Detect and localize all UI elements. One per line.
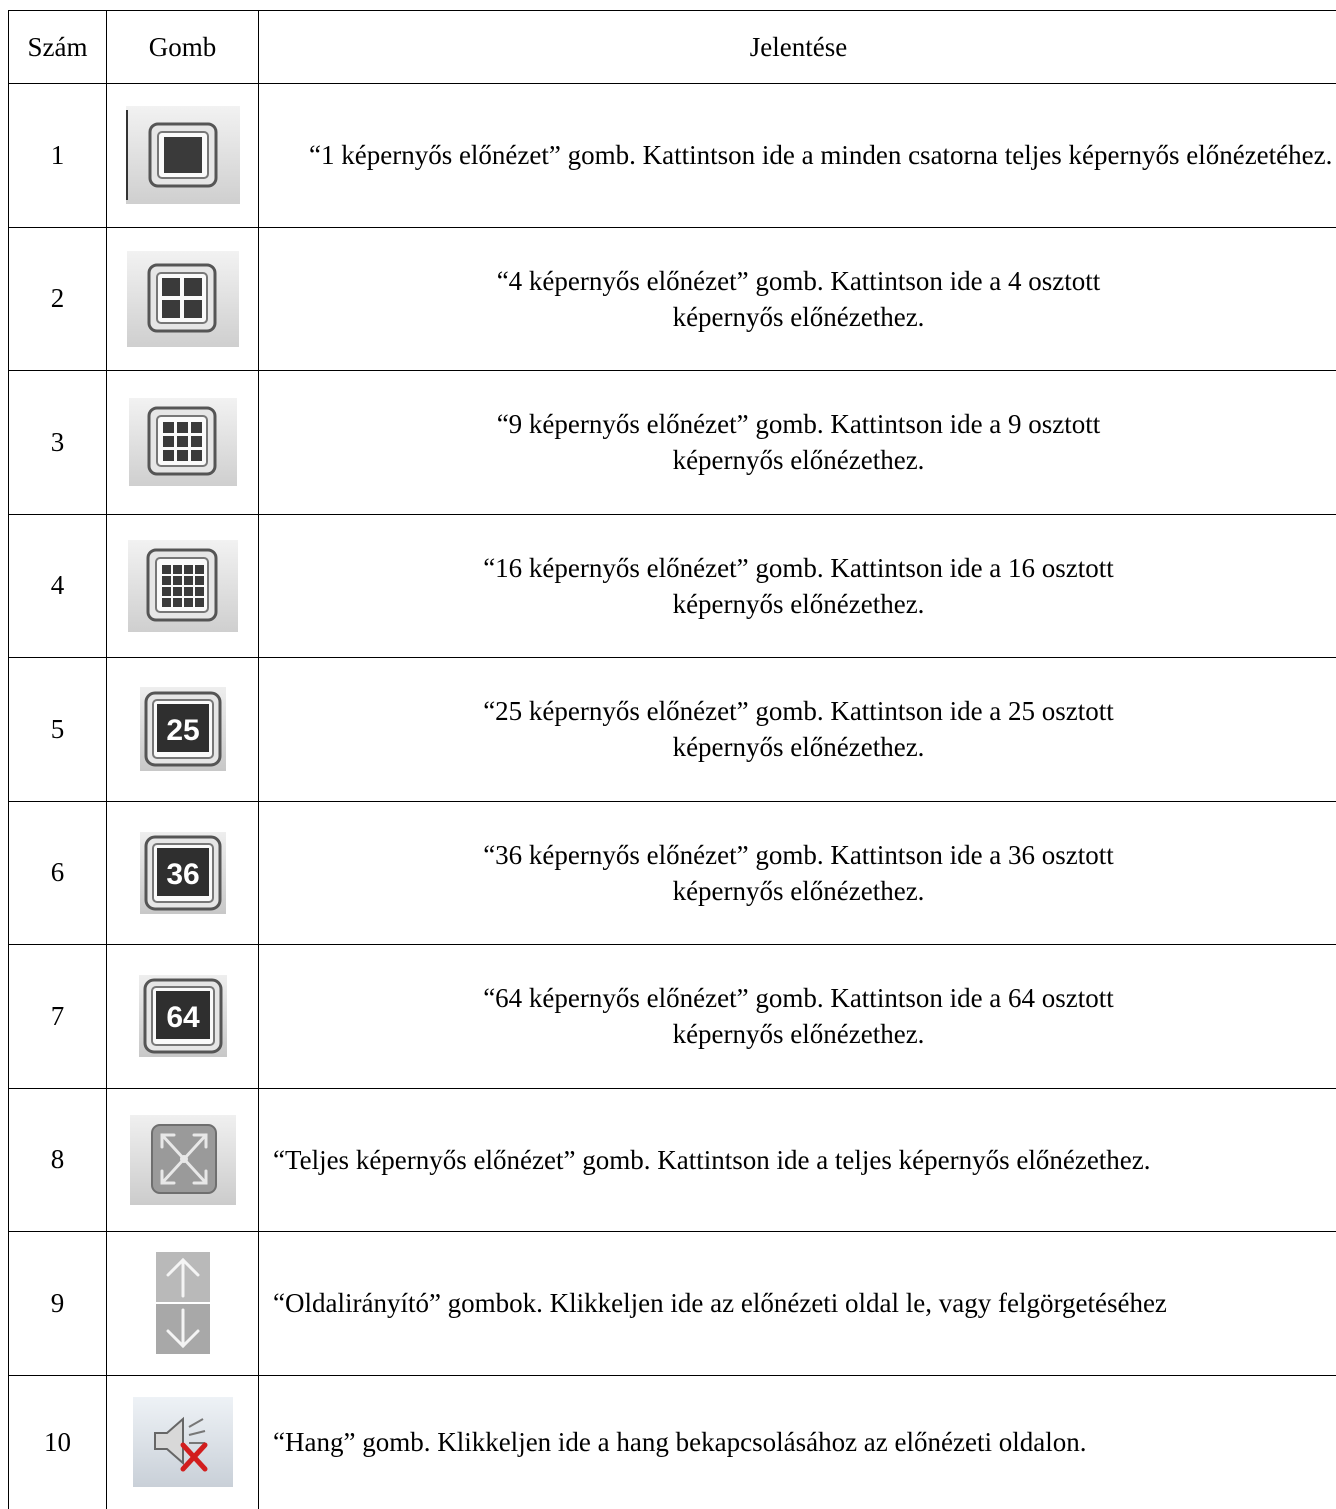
table-row	[9, 514, 1336, 658]
meaning-line: képernyős előnézethez.	[259, 1016, 1336, 1052]
table-row	[9, 84, 1336, 228]
meaning-cell	[259, 658, 1336, 802]
nine-screen-icon	[129, 398, 237, 486]
page-up-down-icon	[156, 1252, 210, 1354]
meaning-cell	[259, 801, 1336, 945]
table-row	[9, 1232, 1336, 1376]
row-number: 7	[9, 945, 107, 1089]
meaning-line: “36 képernyős előnézet” gomb. Kattintson ide a 36 osztott	[259, 837, 1336, 873]
svg-text:36: 36	[166, 858, 199, 891]
meaning-line: képernyős előnézethez.	[259, 442, 1336, 478]
button-cell	[107, 945, 259, 1089]
svg-text:25: 25	[166, 714, 199, 747]
meaning-line: “16 képernyős előnézet” gomb. Kattintson ide a 16 osztott	[259, 550, 1336, 586]
meaning-line: képernyős előnézethez.	[259, 729, 1336, 765]
button-cell	[107, 1232, 259, 1376]
meaning-cell: “Oldalirányító” gombok. Klikkeljen ide az előnézeti oldal le, vagy felgörgetéséhez	[259, 1232, 1336, 1376]
row-number: 6	[9, 801, 107, 945]
meaning-line: “64 képernyős előnézet” gomb. Kattintson ide a 64 osztott	[259, 980, 1336, 1016]
button-reference-table	[8, 10, 1336, 1509]
svg-text:64: 64	[166, 1001, 200, 1034]
single-screen-icon	[126, 106, 240, 204]
table-row	[9, 801, 1336, 945]
meaning-line: képernyős előnézethez.	[259, 873, 1336, 909]
meaning-cell: “Teljes képernyős előnézet” gomb. Kattintson ide a teljes képernyős előnézethez.	[259, 1088, 1336, 1232]
button-cell	[107, 1088, 259, 1232]
row-number: 4	[9, 514, 107, 658]
header-num: Szám	[9, 11, 107, 84]
table-row	[9, 1088, 1336, 1232]
row-number: 2	[9, 227, 107, 371]
button-cell	[107, 801, 259, 945]
header-button: Gomb	[107, 11, 259, 84]
meaning-line: “25 képernyős előnézet” gomb. Kattintson ide a 25 osztott	[259, 693, 1336, 729]
button-cell	[107, 84, 259, 228]
table-row	[9, 227, 1336, 371]
row-number: 10	[9, 1375, 107, 1509]
meaning-line: “4 képernyős előnézet” gomb. Kattintson ide a 4 osztott	[259, 263, 1336, 299]
row-number: 1	[9, 84, 107, 228]
row-number: 5	[9, 658, 107, 802]
meaning-cell	[259, 945, 1336, 1089]
button-cell	[107, 1375, 259, 1509]
meaning-line: képernyős előnézethez.	[259, 299, 1336, 335]
quad-screen-icon	[127, 251, 239, 347]
row-number: 8	[9, 1088, 107, 1232]
meaning-cell	[259, 227, 1336, 371]
header-meaning: Jelentése	[259, 11, 1336, 84]
table-row	[9, 658, 1336, 802]
button-cell	[107, 227, 259, 371]
meaning-cell	[259, 371, 1336, 515]
button-cell	[107, 658, 259, 802]
screen-36-icon	[140, 832, 226, 914]
meaning-line: “9 képernyős előnézet” gomb. Kattintson ide a 9 osztott	[259, 406, 1336, 442]
screen-25-icon	[140, 687, 226, 771]
table-row	[9, 945, 1336, 1089]
row-number: 9	[9, 1232, 107, 1376]
table-row	[9, 371, 1336, 515]
meaning-cell: “1 képernyős előnézet” gomb. Kattintson ide a minden csatorna teljes képernyős előnézetéhez.	[259, 84, 1336, 228]
meaning-cell	[259, 514, 1336, 658]
row-number: 3	[9, 371, 107, 515]
button-cell	[107, 514, 259, 658]
meaning-cell: “Hang” gomb. Klikkeljen ide a hang bekapcsolásához az előnézeti oldalon.	[259, 1375, 1336, 1509]
fullscreen-icon	[130, 1115, 236, 1205]
header-row	[9, 11, 1336, 84]
sixteen-screen-icon	[128, 540, 238, 632]
button-cell	[107, 371, 259, 515]
screen-64-icon	[139, 975, 227, 1057]
meaning-line: képernyős előnézethez.	[259, 586, 1336, 622]
table-row	[9, 1375, 1336, 1509]
